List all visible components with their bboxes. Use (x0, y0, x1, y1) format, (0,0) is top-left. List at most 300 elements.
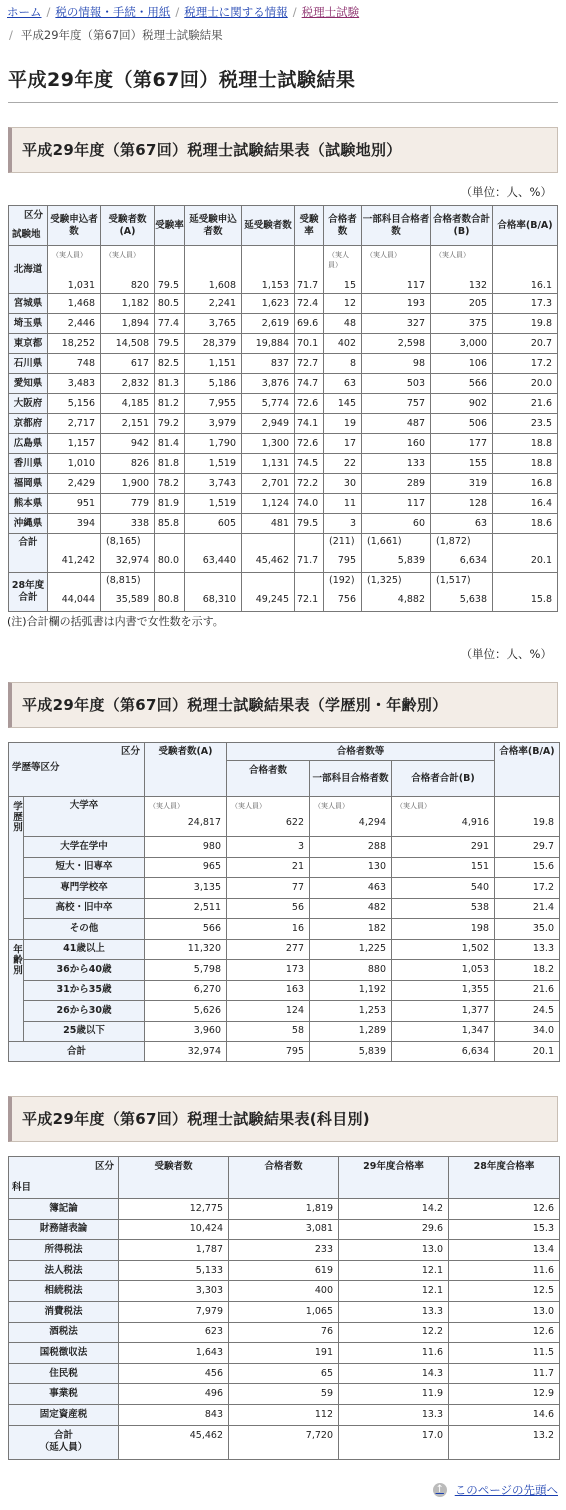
table-row (9, 246, 558, 294)
cell-value: 41,242 (61, 555, 95, 566)
table-cell: 63 (431, 514, 493, 534)
table-cell: 29.6 (339, 1219, 449, 1240)
table-cell: 79.5 (155, 334, 185, 354)
table-row (9, 1343, 560, 1364)
table-row (9, 1021, 560, 1042)
table-row (9, 1001, 560, 1022)
table-cell: 11.6 (449, 1260, 560, 1281)
table-cell: 13.4 (449, 1240, 560, 1261)
row-label: 酒税法 (9, 1322, 119, 1343)
table-cell (101, 246, 155, 294)
cell-value: 49,245 (255, 594, 289, 605)
column-header: 受験申込者数 (48, 206, 101, 246)
breadcrumb-link-home[interactable]: ホーム (7, 5, 42, 19)
results-by-education-age-table (8, 742, 560, 1062)
cell-value: 45,462 (255, 555, 289, 566)
table-cell: 12.6 (449, 1199, 560, 1220)
table-cell: 65 (229, 1363, 339, 1384)
table-cell: 338 (101, 514, 155, 534)
row-label: 広島県 (9, 434, 48, 454)
female-count (50, 536, 95, 555)
table-row (9, 1281, 560, 1302)
table-row (9, 414, 558, 434)
female-count (157, 536, 179, 555)
table-cell: 14.6 (449, 1404, 560, 1425)
table-row (9, 454, 558, 474)
headcount-note: （実人員） (149, 802, 184, 810)
row-label: 北海道 (9, 246, 48, 294)
table-cell: 77.4 (155, 314, 185, 334)
cell-value: 5,839 (397, 555, 425, 566)
table-cell: 22 (324, 454, 362, 474)
table-cell: 3 (227, 837, 310, 858)
column-header: 受験者数 (119, 1157, 229, 1199)
table-cell: 456 (119, 1363, 229, 1384)
row-label: 簿記論 (9, 1199, 119, 1220)
cell-value: 132 (468, 280, 487, 291)
table-cell: 12.1 (339, 1281, 449, 1302)
row-label: 短大・旧専卒 (24, 857, 145, 878)
table-cell: 12 (324, 294, 362, 314)
table-cell: 1,502 (392, 939, 495, 960)
table-row (9, 980, 560, 1001)
table-cell: 78.2 (155, 474, 185, 494)
table-row-total (9, 534, 558, 573)
table-cell: 34.0 (495, 1021, 560, 1042)
table-cell (242, 246, 295, 294)
table-cell: 538 (392, 898, 495, 919)
table-row (9, 1363, 560, 1384)
table-cell: 16.8 (493, 474, 558, 494)
table-cell: 13.0 (339, 1240, 449, 1261)
table-cell: 17.3 (493, 294, 558, 314)
table-cell: 12.9 (449, 1384, 560, 1405)
table-cell: 289 (362, 474, 431, 494)
table-cell: 58 (227, 1021, 310, 1042)
table-row (9, 1240, 560, 1261)
table-cell: 106 (431, 354, 493, 374)
row-group-label: 学歴別 (9, 797, 24, 940)
table-cell: 12.6 (449, 1322, 560, 1343)
cell-value: 1,153 (261, 280, 289, 291)
cell-value: 24,817 (187, 817, 221, 828)
cell-value: 756 (337, 594, 356, 605)
table-cell: 130 (310, 857, 392, 878)
table-cell: 74.5 (295, 454, 324, 474)
table-row (9, 294, 558, 314)
table-cell: 74.1 (295, 414, 324, 434)
table-cell: 3,765 (185, 314, 242, 334)
table-row (9, 1301, 560, 1322)
headcount-note (495, 246, 552, 280)
table-cell: 3,743 (185, 474, 242, 494)
breadcrumb-link-tax-info[interactable]: 税の情報・手続・用紙 (55, 5, 171, 19)
table-corner-header: 区分 試験地 (9, 206, 48, 246)
row-label: 東京都 (9, 334, 48, 354)
breadcrumb-link-tax-accountant-info[interactable]: 税理士に関する情報 (184, 5, 288, 19)
table-cell: 1,124 (242, 494, 295, 514)
breadcrumb-separator: / (46, 5, 51, 19)
headcount-note: （実人員） (231, 802, 266, 810)
headcount-note: （実人員） (328, 251, 349, 269)
table-cell: 1,157 (48, 434, 101, 454)
table-cell: 233 (229, 1240, 339, 1261)
table-cell: 1,182 (101, 294, 155, 314)
row-label: 住民税 (9, 1363, 119, 1384)
cell-value: 16.1 (530, 280, 552, 291)
table-row (9, 374, 558, 394)
headcount-note (244, 246, 289, 280)
headcount-note (187, 246, 236, 280)
cell-value: 622 (285, 817, 304, 828)
table-cell: 151 (392, 857, 495, 878)
cell-value: 117 (406, 280, 425, 291)
table-cell (392, 797, 495, 837)
cell-value: 72.1 (297, 594, 319, 605)
female-count: (8,165) (106, 536, 141, 547)
table-cell: 72.2 (295, 474, 324, 494)
table-cell: 72.6 (295, 434, 324, 454)
table-cell: 5,156 (48, 394, 101, 414)
row-label: 合計 (9, 1042, 145, 1062)
column-header: 合格者合計(B) (392, 761, 495, 797)
table-cell (242, 534, 295, 573)
table-cell: 124 (227, 1001, 310, 1022)
table-cell: 13.3 (339, 1404, 449, 1425)
table-cell (295, 246, 324, 294)
table-cell: 1,355 (392, 980, 495, 1001)
table-cell: 191 (229, 1343, 339, 1364)
table-cell: 13.2 (449, 1425, 560, 1459)
row-label: 専門学校卒 (24, 878, 145, 899)
column-header: 29年度合格率 (339, 1157, 449, 1199)
table-cell: 21.4 (495, 898, 560, 919)
table-row-prev (9, 573, 558, 612)
page-title: 平成29年度（第67回）税理士試験結果 (8, 69, 356, 91)
table-cell: 540 (392, 878, 495, 899)
table-row (9, 1219, 560, 1240)
table-cell: 748 (48, 354, 101, 374)
table-cell: 4,185 (101, 394, 155, 414)
cell-value: 15 (343, 280, 356, 291)
female-count: (1,872) (436, 536, 471, 547)
results-by-subject-table (8, 1156, 560, 1460)
table-cell: 506 (431, 414, 493, 434)
table-cell: 2,446 (48, 314, 101, 334)
table-row (9, 939, 560, 960)
table-cell (185, 246, 242, 294)
table-cell (493, 246, 558, 294)
table-cell: 45,462 (119, 1425, 229, 1459)
table-cell: 1,253 (310, 1001, 392, 1022)
column-header: 合格者数 (227, 761, 310, 797)
table-cell: 400 (229, 1281, 339, 1302)
table-cell: 19.8 (493, 314, 558, 334)
table-cell: 18.8 (493, 454, 558, 474)
row-label: 法人税法 (9, 1260, 119, 1281)
table-cell: 82.5 (155, 354, 185, 374)
table-cell: 128 (431, 494, 493, 514)
female-count (244, 575, 289, 594)
cell-value: 4,882 (397, 594, 425, 605)
table-cell: 18,252 (48, 334, 101, 354)
table-cell: 288 (310, 837, 392, 858)
row-label: 41歳以上 (24, 939, 145, 960)
table-row (9, 1199, 560, 1220)
table-cell (185, 534, 242, 573)
headcount-note: （実人員） (366, 251, 401, 259)
table-cell: 20.1 (495, 1042, 560, 1062)
female-count: (211) (329, 536, 355, 547)
table-cell: 20.0 (493, 374, 558, 394)
table-cell: 59 (229, 1384, 339, 1405)
table-cell: 617 (101, 354, 155, 374)
table-cell: 1,519 (185, 454, 242, 474)
row-label: 大阪府 (9, 394, 48, 414)
table-cell (431, 246, 493, 294)
table-row (9, 878, 560, 899)
table-corner-header: 区分 学歴等区分 (9, 743, 145, 797)
table-cell: 2,717 (48, 414, 101, 434)
cell-value: 1,031 (67, 280, 95, 291)
headcount-note: （実人員） (52, 251, 87, 259)
cell-value: 1,608 (208, 280, 236, 291)
table-cell: 2,598 (362, 334, 431, 354)
table-cell: 117 (362, 494, 431, 514)
table-cell: 980 (145, 837, 227, 858)
cell-value: 35,589 (115, 594, 149, 605)
table-cell: 3,303 (119, 1281, 229, 1302)
row-label: 合計 （延人員） (9, 1425, 119, 1459)
table-cell: 757 (362, 394, 431, 414)
table-cell: 11 (324, 494, 362, 514)
table-cell: 81.3 (155, 374, 185, 394)
table-cell: 6,270 (145, 980, 227, 1001)
table-cell (48, 246, 101, 294)
unit-label: （単位：人、%） (460, 185, 552, 199)
table-cell: 160 (362, 434, 431, 454)
table-cell: 5,626 (145, 1001, 227, 1022)
table-row (9, 797, 560, 837)
row-label: 合計 (9, 534, 48, 573)
table-row (9, 1404, 560, 1425)
table-cell: 779 (101, 494, 155, 514)
table-cell: 6,634 (392, 1042, 495, 1062)
table-cell: 18.6 (493, 514, 558, 534)
table-row (9, 837, 560, 858)
cell-value: 19.8 (532, 817, 554, 828)
table-cell: 7,720 (229, 1425, 339, 1459)
table-cell: 48 (324, 314, 362, 334)
table-cell: 375 (431, 314, 493, 334)
breadcrumb-separator: / (292, 5, 297, 19)
table-row (9, 394, 558, 414)
row-label: 国税徴収法 (9, 1343, 119, 1364)
table-cell: 205 (431, 294, 493, 314)
table-row (9, 1260, 560, 1281)
row-label: 財務諸表論 (9, 1219, 119, 1240)
table-cell (101, 534, 155, 573)
table-cell (324, 246, 362, 294)
table-cell: 21.6 (493, 394, 558, 414)
female-count (157, 575, 179, 594)
headcount-note: （実人員） (314, 802, 349, 810)
column-header: 28年度合格率 (449, 1157, 560, 1199)
female-count (187, 575, 236, 594)
table-cell: 11.5 (449, 1343, 560, 1364)
table-cell: 74.7 (295, 374, 324, 394)
table-cell: 77 (227, 878, 310, 899)
row-label: 25歳以下 (24, 1021, 145, 1042)
table-cell: 394 (48, 514, 101, 534)
column-header: 延受験申込者数 (185, 206, 242, 246)
table-cell: 619 (229, 1260, 339, 1281)
table-cell (242, 573, 295, 612)
table-cell: 3,876 (242, 374, 295, 394)
breadcrumb-current: 平成29年度（第67回）税理士試験結果 (20, 28, 223, 42)
cell-value: 4,294 (358, 817, 386, 828)
table-cell: 30 (324, 474, 362, 494)
table-cell: 29.7 (495, 837, 560, 858)
table-row (9, 334, 558, 354)
table-cell: 69.6 (295, 314, 324, 334)
table-cell: 902 (431, 394, 493, 414)
table-cell: 2,429 (48, 474, 101, 494)
table-cell: 15.6 (495, 857, 560, 878)
table-cell: 155 (431, 454, 493, 474)
cell-value: 80.0 (157, 555, 179, 566)
table-cell: 81.4 (155, 434, 185, 454)
female-count (187, 536, 236, 555)
table-cell: 1,289 (310, 1021, 392, 1042)
cell-value: 68,310 (202, 594, 236, 605)
table-cell: 79.5 (295, 514, 324, 534)
section-title-by-subject: 平成29年度（第67回）税理士試験結果表(科目別) (8, 1096, 558, 1142)
table-cell: 3,000 (431, 334, 493, 354)
female-count: (8,815) (106, 575, 141, 586)
table-cell (145, 797, 227, 837)
table-cell: 145 (324, 394, 362, 414)
cell-value: 5,638 (459, 594, 487, 605)
table-cell: 623 (119, 1322, 229, 1343)
table-cell: 1,519 (185, 494, 242, 514)
row-label: 28年度 合計 (9, 573, 48, 612)
table-cell: 5,133 (119, 1260, 229, 1281)
table-cell: 2,241 (185, 294, 242, 314)
table-row (9, 1322, 560, 1343)
headcount-note: （実人員） (435, 251, 470, 259)
table-cell: 16.4 (493, 494, 558, 514)
table-cell: 177 (431, 434, 493, 454)
table-cell (493, 534, 558, 573)
table-cell: 19 (324, 414, 362, 434)
table-cell: 566 (145, 919, 227, 940)
table-cell: 182 (310, 919, 392, 940)
headcount-note (297, 246, 318, 280)
table-cell (324, 534, 362, 573)
table-cell: 277 (227, 939, 310, 960)
row-label: 熊本県 (9, 494, 48, 514)
table-cell: 1,053 (392, 960, 495, 981)
headcount-note: （実人員） (396, 802, 431, 810)
female-count: (1,517) (436, 575, 471, 586)
table-cell: 503 (362, 374, 431, 394)
table-cell: 17.2 (495, 878, 560, 899)
table-cell: 7,979 (119, 1301, 229, 1322)
table-cell: 5,774 (242, 394, 295, 414)
female-count (297, 536, 318, 555)
table-cell: 18.2 (495, 960, 560, 981)
table-cell: 482 (310, 898, 392, 919)
table-cell: 3,483 (48, 374, 101, 394)
column-header: 受験率 (155, 206, 185, 246)
table-cell: 1,300 (242, 434, 295, 454)
table-cell: 1,894 (101, 314, 155, 334)
cell-value: 44,044 (61, 594, 95, 605)
table-cell: 1,790 (185, 434, 242, 454)
table-cell (362, 534, 431, 573)
table-cell: 193 (362, 294, 431, 314)
table-cell: 1,010 (48, 454, 101, 474)
table-cell: 1,192 (310, 980, 392, 1001)
table-cell: 5,186 (185, 374, 242, 394)
female-count (297, 575, 318, 594)
female-count: (1,661) (367, 536, 402, 547)
table-cell: 13.0 (449, 1301, 560, 1322)
table-row (9, 514, 558, 534)
table-cell: 1,623 (242, 294, 295, 314)
table-cell: 35.0 (495, 919, 560, 940)
table-cell: 1,787 (119, 1240, 229, 1261)
section-title-by-location: 平成29年度（第67回）税理士試験結果表（試験地別） (8, 127, 558, 173)
table-cell: 81.9 (155, 494, 185, 514)
table-row (9, 857, 560, 878)
table-cell: 1,468 (48, 294, 101, 314)
column-header: 受験者数(A) (101, 206, 155, 246)
table-cell: 1,225 (310, 939, 392, 960)
table-cell: 5,839 (310, 1042, 392, 1062)
table-cell: 79.2 (155, 414, 185, 434)
table-cell: 3,960 (145, 1021, 227, 1042)
table-cell: 291 (392, 837, 495, 858)
cell-value: 795 (337, 555, 356, 566)
table-cell: 1,151 (185, 354, 242, 374)
table-cell: 14,508 (101, 334, 155, 354)
table-row (9, 919, 560, 940)
table-cell: 880 (310, 960, 392, 981)
table-cell: 72.6 (295, 394, 324, 414)
table-cell: 1,900 (101, 474, 155, 494)
table-row (9, 1384, 560, 1405)
table-cell: 173 (227, 960, 310, 981)
back-to-top-link[interactable] (433, 1482, 558, 1498)
row-label: 福岡県 (9, 474, 48, 494)
table-cell: 1,065 (229, 1301, 339, 1322)
table-cell: 2,619 (242, 314, 295, 334)
row-label: 36から40歳 (24, 960, 145, 981)
breadcrumb-link-exam[interactable]: 税理士試験 (301, 5, 360, 19)
table-cell: 319 (431, 474, 493, 494)
table-cell: 60 (362, 514, 431, 534)
row-label: 31から35歳 (24, 980, 145, 1001)
row-label: 宮城県 (9, 294, 48, 314)
table-cell: 5,798 (145, 960, 227, 981)
row-label: 固定資産税 (9, 1404, 119, 1425)
column-header: 合格率(B/A) (493, 206, 558, 246)
table-cell: 2,151 (101, 414, 155, 434)
row-label: 事業税 (9, 1384, 119, 1405)
row-label: 京都府 (9, 414, 48, 434)
